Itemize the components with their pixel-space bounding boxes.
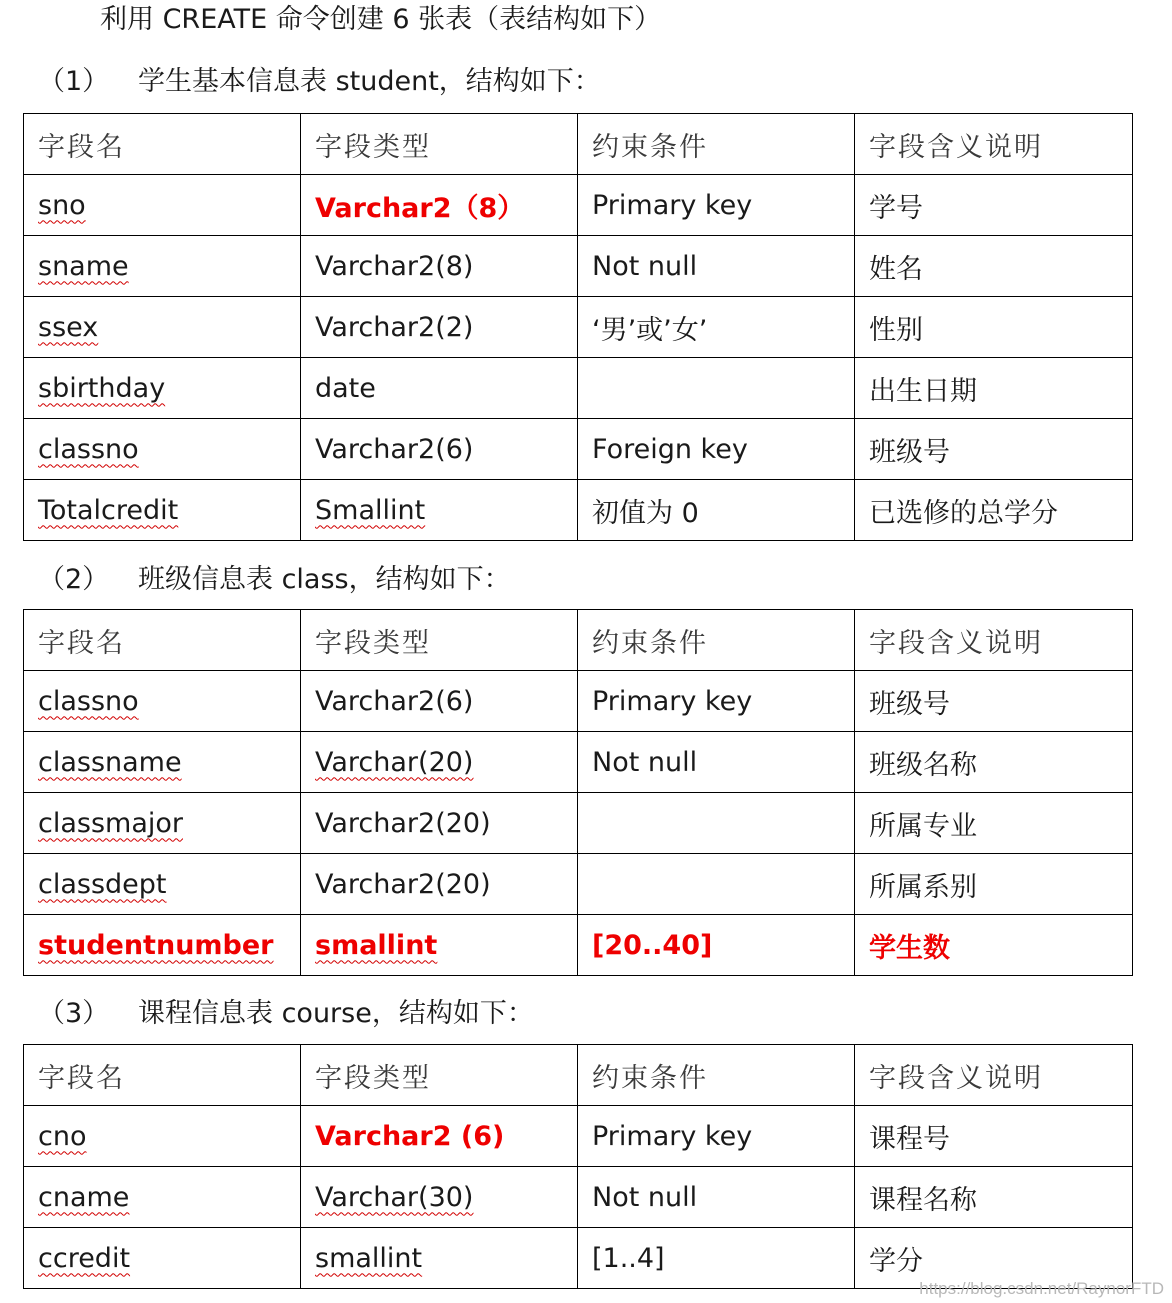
description-cell: 学号 (855, 175, 1133, 236)
table-row (24, 175, 1133, 236)
header-field-type: 字段类型 (301, 1045, 578, 1106)
table-header-row (24, 1045, 1133, 1106)
field-type-cell: Varchar2(20) (301, 854, 578, 915)
description-cell: 所属系别 (855, 854, 1133, 915)
field-type-cell: Smallint (301, 480, 578, 541)
section-heading-class (38, 560, 511, 600)
field-name-cell: classno (24, 419, 301, 480)
field-type-cell: Varchar(30) (301, 1167, 578, 1228)
section-heading-course (38, 994, 534, 1034)
field-name-cell: classno (24, 671, 301, 732)
field-name-cell: classmajor (24, 793, 301, 854)
document-title: 利用 CREATE 命令创建 6 张表（表结构如下） (100, 4, 662, 35)
header-field-name: 字段名 (24, 610, 301, 671)
constraint-cell (578, 358, 855, 419)
field-type-cell: Varchar2(6) (301, 671, 578, 732)
description-cell: 性别 (855, 297, 1133, 358)
header-constraint: 约束条件 (578, 114, 855, 175)
field-name-cell: Totalcredit (24, 480, 301, 541)
table-row (24, 419, 1133, 480)
field-type-cell: smallint (301, 1228, 578, 1289)
section-caption: 班级信息表 class，结构如下： (138, 564, 511, 595)
header-description: 字段含义说明 (855, 114, 1133, 175)
constraint-cell: Not null (578, 732, 855, 793)
constraint-cell: [1..4] (578, 1228, 855, 1289)
class-table (23, 609, 1133, 976)
header-field-type: 字段类型 (301, 610, 578, 671)
field-name-cell: ssex (24, 297, 301, 358)
description-cell: 所属专业 (855, 793, 1133, 854)
field-type-cell: Varchar(20) (301, 732, 578, 793)
field-type-cell: Varchar2 (6) (301, 1106, 578, 1167)
field-name-cell: cname (24, 1167, 301, 1228)
header-constraint: 约束条件 (578, 1045, 855, 1106)
constraint-cell: ‘男’或’女’ (578, 297, 855, 358)
section-caption: 学生基本信息表 student，结构如下： (138, 66, 601, 97)
constraint-cell: Not null (578, 236, 855, 297)
header-field-type: 字段类型 (301, 114, 578, 175)
course-table (23, 1044, 1133, 1289)
constraint-cell: Foreign key (578, 419, 855, 480)
section-number: （1） (38, 66, 110, 97)
field-type-cell: Varchar2(6) (301, 419, 578, 480)
header-description: 字段含义说明 (855, 1045, 1133, 1106)
field-type-cell: date (301, 358, 578, 419)
field-type-cell: smallint (301, 915, 578, 976)
table-row (24, 1167, 1133, 1228)
field-name-cell: sbirthday (24, 358, 301, 419)
description-cell: 班级名称 (855, 732, 1133, 793)
constraint-cell (578, 793, 855, 854)
description-cell: 课程名称 (855, 1167, 1133, 1228)
watermark-text: https://blog.csdn.net/RaynorFTD (919, 1279, 1164, 1298)
section-number: （2） (38, 564, 110, 595)
description-cell: 已选修的总学分 (855, 480, 1133, 541)
description-cell: 课程号 (855, 1106, 1133, 1167)
field-type-cell: Varchar2(8) (301, 236, 578, 297)
field-name-cell: sno (24, 175, 301, 236)
student-table (23, 113, 1133, 541)
table-row (24, 1106, 1133, 1167)
description-cell: 学分 (855, 1228, 1133, 1289)
table-row (24, 297, 1133, 358)
constraint-cell: [20..40] (578, 915, 855, 976)
header-field-name: 字段名 (24, 1045, 301, 1106)
field-type-cell: Varchar2(2) (301, 297, 578, 358)
table-row (24, 854, 1133, 915)
header-field-name: 字段名 (24, 114, 301, 175)
table-row (24, 671, 1133, 732)
header-description: 字段含义说明 (855, 610, 1133, 671)
description-cell: 学生数 (855, 915, 1133, 976)
description-cell: 班级号 (855, 671, 1133, 732)
field-name-cell: classdept (24, 854, 301, 915)
field-type-cell: Varchar2（8） (301, 175, 578, 236)
table-row (24, 236, 1133, 297)
table-header-row (24, 114, 1133, 175)
description-cell: 出生日期 (855, 358, 1133, 419)
table-header-row (24, 610, 1133, 671)
table-row (24, 793, 1133, 854)
constraint-cell (578, 854, 855, 915)
field-name-cell: classname (24, 732, 301, 793)
table-row (24, 915, 1133, 976)
field-type-cell: Varchar2(20) (301, 793, 578, 854)
constraint-cell: Primary key (578, 671, 855, 732)
section-number: （3） (38, 998, 110, 1029)
constraint-cell: 初值为 0 (578, 480, 855, 541)
table-row (24, 480, 1133, 541)
constraint-cell: Primary key (578, 1106, 855, 1167)
field-name-cell: studentnumber (24, 915, 301, 976)
section-heading-student (38, 62, 601, 102)
field-name-cell: ccredit (24, 1228, 301, 1289)
table-row (24, 358, 1133, 419)
header-constraint: 约束条件 (578, 610, 855, 671)
field-name-cell: sname (24, 236, 301, 297)
section-caption: 课程信息表 course，结构如下： (138, 998, 534, 1029)
description-cell: 班级号 (855, 419, 1133, 480)
constraint-cell: Not null (578, 1167, 855, 1228)
description-cell: 姓名 (855, 236, 1133, 297)
field-name-cell: cno (24, 1106, 301, 1167)
table-row (24, 732, 1133, 793)
constraint-cell: Primary key (578, 175, 855, 236)
